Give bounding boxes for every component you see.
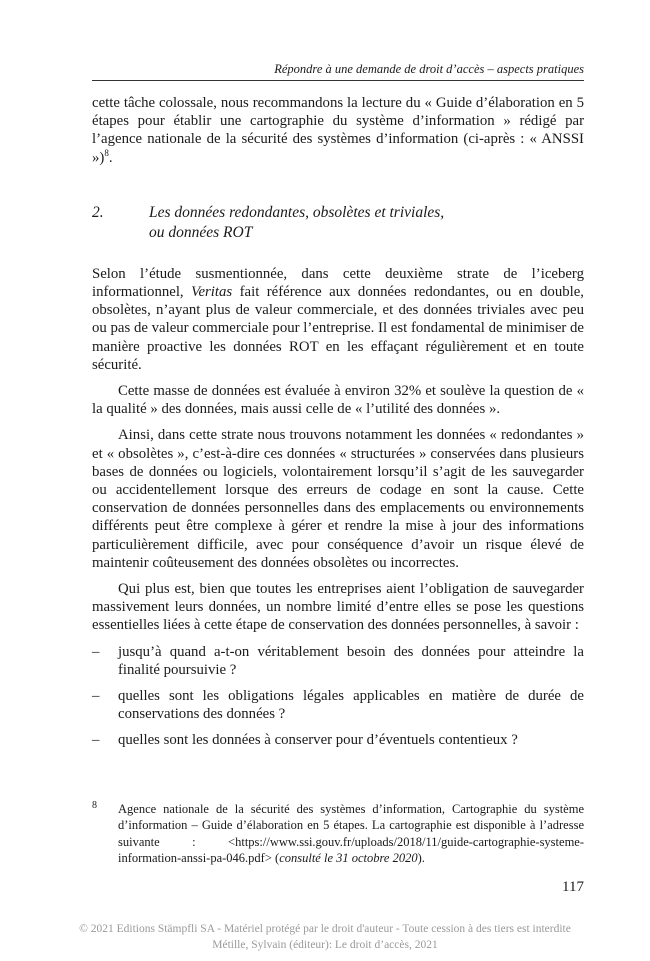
intro-paragraph [92,94,584,167]
copyright-line-2: Métille, Sylvain (éditeur): Le droit d’accès, 2021 [212,939,438,951]
section-title-line-2: ou données ROT [149,223,253,241]
question-list [92,643,584,750]
list-item-text: jusqu’à quand a-t-on véritablement besoin des données pour atteindre la finalité poursuivie ? [118,643,584,678]
section-title-line-1: Les données redondantes, obsolètes et triviales, [149,203,445,221]
page-number: 117 [562,879,584,895]
paragraph-1-italic: Veritas [191,284,233,301]
dash-marker: – [92,643,100,660]
paragraph-1-end: fait référence aux données redondantes, ou en double, obsolètes, n’ayant plus de valeur commerciale, et des données triviales avec peu ou pas de valeur commerciale pour l’entreprise. Il est fondamental de minimiser de manière proactive les données ROT en les effaçant régulièrement et en toute sécurité. [92,284,585,373]
header-rule [92,80,584,81]
dash-marker: – [92,688,100,705]
running-head: Répondre à une demande de droit d’accès – aspects pratiques [274,62,584,76]
footnote-reference: 8 [104,147,109,158]
main-text [92,94,584,750]
footnote-consulted-date: consulté le 31 octobre 2020 [279,850,418,865]
list-item [92,687,584,723]
footnote-number: 8 [92,800,97,811]
intro-text: cette tâche colossale, nous recommandons la lecture du « Guide d’élaboration en 5 étapes pour établir une cartographie du système d’information » rédigé par l’agence nationale de la sécurité des systèmes d’information (ci-après : « ANSSI ») [92,95,584,166]
footnote-end: ). [417,850,425,865]
footnote-body: Agence nationale de la sécurité des systèmes d’information, Cartographie du système d’information – Guide d’élaboration en 5 étapes. La cartographie est disponible à l’adresse suivante : <https://www.ssi.gouv.fr/uploads/2018/11/guide-cartographie-systeme-information-anssi-pa-046.pdf> ( [118,802,584,865]
section-heading [92,203,584,243]
list-item [92,731,584,749]
paragraph-2: Cette masse de données est évaluée à environ 32% et soulève la question de « la qualité » des données, mais aussi celle de « l’utilité des données ». [92,383,584,418]
intro-end: . [108,149,113,166]
paragraph-4: Qui plus est, bien que toutes les entreprises aient l’obligation de sauvegarder massivement leurs données, un nombre limité d’entre elles se pose les questions essentielles liées à cette étape de conservation des données personnelles, à savoir : [92,581,584,634]
list-item [92,643,584,679]
dash-marker: – [92,732,100,749]
paragraph-1-start: Selon l’étude susmentionnée, dans cette deuxième strate de l’iceberg informationnel, [92,265,584,301]
copyright-notice [0,921,650,953]
copyright-line-1: © 2021 Editions Stämpfli SA - Matériel protégé par le droit d'auteur - Toute cession à des tiers est interdite [79,923,571,935]
list-item-text: quelles sont les obligations légales applicables en matière de durée de conservations des données ? [118,688,584,723]
footnote-text [92,801,584,866]
paragraph-1 [92,265,584,374]
footnote [92,801,584,866]
list-item-text: quelles sont les données à conserver pour d’éventuels contentieux ? [118,732,518,749]
section-number: 2. [92,203,104,221]
paragraph-3: Ainsi, dans cette strate nous trouvons notamment les données « redondantes » et « obsolètes », c’est-à-dire ces données « structurées » conservées dans plusieurs bases de données ou logiciels, volontairement lorsqu’il s’agit de les sauvegarder ou accidentellement lorsque des erreurs de codage en sont la cause. Cette conservation de données personnelles dans des emplacements ou environnements différents peut être complexe à gérer et rendre la mise à jour des informations particulièrement difficile, avec pour conséquence d’avoir un risque élevé de maintenir coûteusement des données obsolètes ou incorrectes. [92,427,584,571]
